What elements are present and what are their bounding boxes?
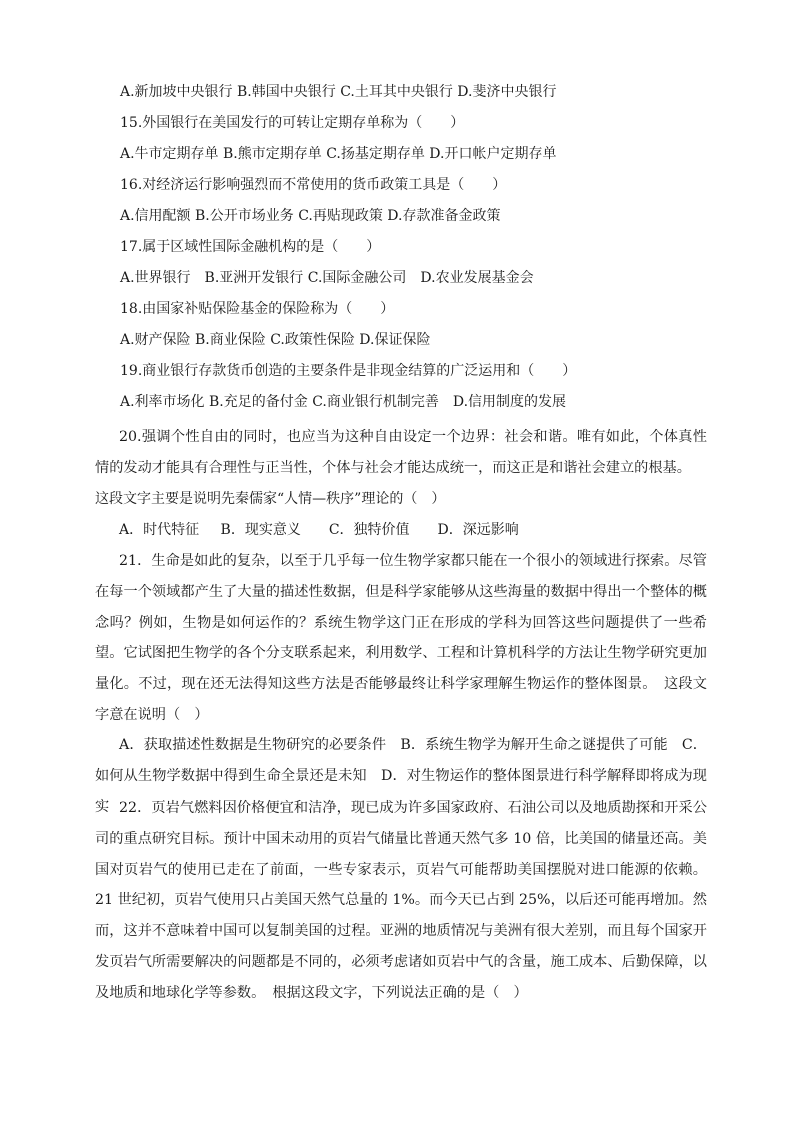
q22-text: 22．页岩气燃料因价格便宜和洁净，现已成为许多国家政府、石油公司以及地质勘探和开采公司的重点研究目标。预计中国未动用的页岩气储量比普通天然气多 10 倍，比美国的储量还高。美国对页岩气的使用已走在了前面，一些专家表示，页岩气可能帮助美国摆脱对进口能源的依赖。21 世纪初，页岩气使用只占美国天然气总量的 1%。而今天已占到 25%，以后还可能再增加。然而，这并不意味着中国可以复制美国的过程。亚洲的地质情况与美洲有很大差别，而且每个国家开发页岩气所需要解决的问题都是不同的，必须考虑诸如页岩中气的含量，施工成本、后勤保障，以及地质和地球化学等参数。 根据这段文字，下列说法正确的是（ ） bbox=[95, 800, 707, 1001]
q16-options: A.信用配额 B.公开市场业务 C.再贴现政策 D.存款准备金政策 bbox=[120, 208, 501, 224]
q19-stem: 19.商业银行存款货币创造的主要条件是非现金结算的广泛运用和（ ） bbox=[120, 363, 577, 379]
q20-text: 20.强调个性自由的同时，也应当为这种自由设定一个边界：社会和谐。唯有如此，个体真性情的发动才能具有合理性与正当性，个体与社会才能达成统一，而这正是和谐社会建立的根基。 bbox=[95, 429, 707, 476]
q18-options: A.财产保险 B.商业保险 C.政策性保险 D.保证保险 bbox=[120, 332, 431, 348]
q20-passage bbox=[95, 422, 707, 484]
q19-options: A.利率市场化 B.充足的备付金 C.商业银行机制完善 D.信用制度的发展 bbox=[120, 394, 567, 410]
q22-passage bbox=[95, 793, 707, 1009]
q15-options: A.牛市定期存单 B.熊市定期存单 C.扬基定期存单 D.开口帐户定期存单 bbox=[120, 146, 557, 162]
q17-options: A.世界银行 B.亚洲开发银行 C.国际金融公司 D.农业发展基金会 bbox=[120, 270, 534, 286]
q16-stem: 16.对经济运行影响强烈而不常使用的货币政策工具是（ ） bbox=[120, 177, 507, 193]
q21-passage bbox=[95, 546, 707, 731]
q21-options: A．获取描述性数据是生物研究的必要条件 B．系统生物学为解开生命之谜提供了可能 C．如何从生物学数据中得到生命全景还是未知 D．对生物运作的整体图景进行科学解释即将成为现实 bbox=[95, 737, 707, 815]
q15-stem: 15.外国银行在美国发行的可转让定期存单称为（ ） bbox=[120, 115, 465, 131]
q20-question: 这段文字主要是说明先秦儒家“人情—秩序”理论的（ ） bbox=[95, 491, 446, 507]
q18-stem: 18.由国家补贴保险基金的保险称为（ ） bbox=[120, 301, 395, 317]
q17-stem: 17.属于区域性国际金融机构的是（ ） bbox=[120, 239, 381, 255]
q20-options: A．时代特征 B．现实意义 C．独特价值 D．深远影响 bbox=[119, 522, 519, 538]
q21-text: 21．生命是如此的复杂，以至于几乎每一位生物学家都只能在一个很小的领域进行探索。尽管在每一个领域都产生了大量的描述性数据，但是科学家能够从这些海量的数据中得出一个整体的概念吗？例如，生物是如何运作的？系统生物学这门正在形成的学科为回答这些问题提供了一些希望。它试图把生物学的各个分支联系起来，利用数学、工程和计算机科学的方法让生物学研究更加量化。不过，现在还无法得知这些方法是否能够最终让科学家理解生物运作的整体图景。 这段文字意在说明（ ） bbox=[95, 553, 707, 723]
q14-options: A.新加坡中央银行 B.韩国中央银行 C.土耳其中央银行 D.斐济中央银行 bbox=[120, 84, 557, 100]
